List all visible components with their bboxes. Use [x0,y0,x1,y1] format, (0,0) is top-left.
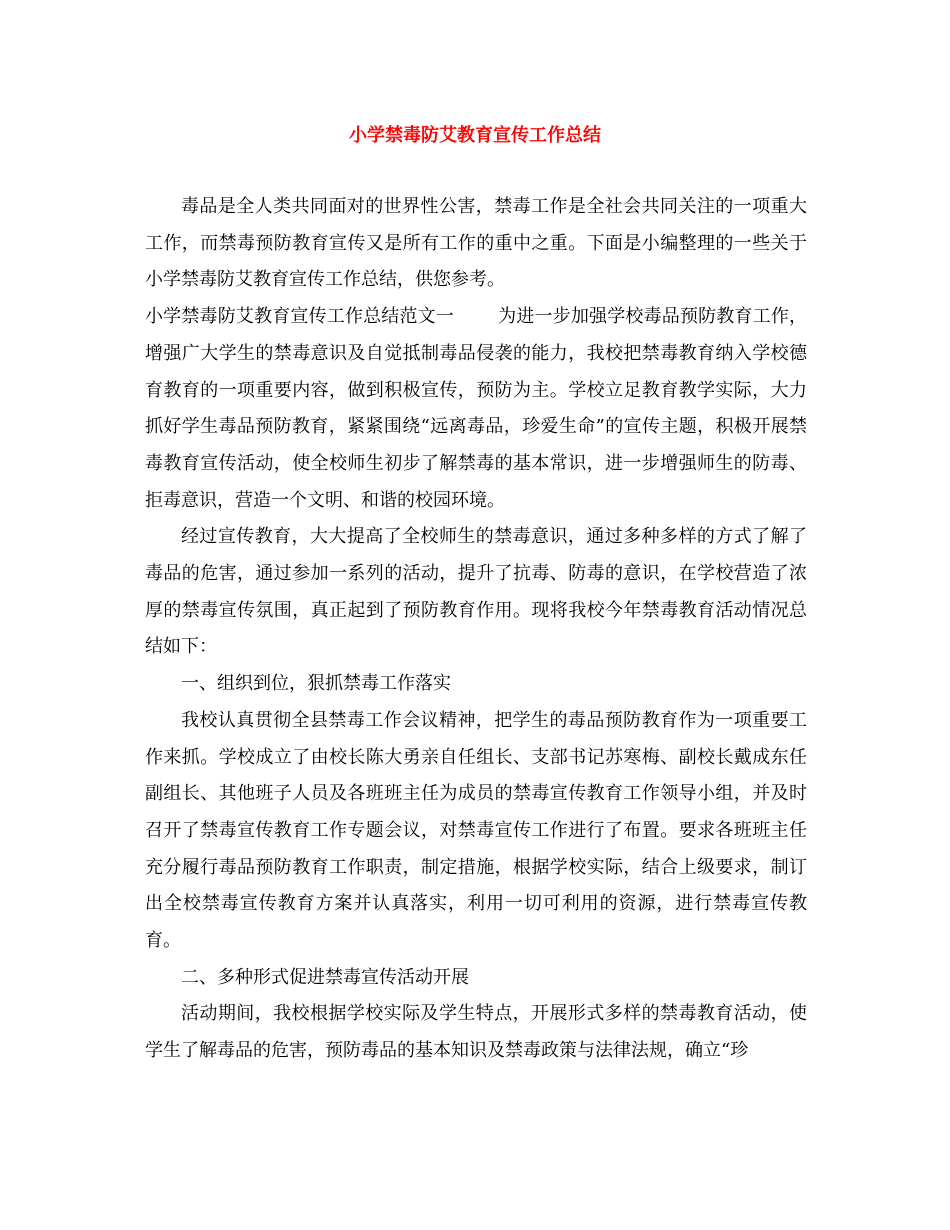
document-body [145,189,807,1070]
section-2-body: 活动期间，我校根据学校实际及学生特点，开展形式多样的禁毒教育活动，使学生了解毒品的危害，预防毒品的基本知识及禁毒政策与法律法规，确立“珍 [145,1003,807,1062]
section-1-heading: 一、组织到位，狠抓禁毒工作落实 [181,673,451,695]
summary-paragraph: 经过宣传教育，大大提高了全校师生的禁毒意识，通过多种多样的方式了解了毒品的危害，通过参加一系列的活动，提升了抗毒、防毒的意识，在学校营造了浓厚的禁毒宣传氛围，真正起到了预防教育作用。现将我校今年禁毒教育活动情况总结如下： [145,526,807,658]
sample-heading: 小学禁毒防艾教育宣传工作总结范文一 [145,306,454,328]
section-2-heading: 二、多种形式促进禁毒宣传活动开展 [181,966,469,988]
sample-first-paragraph: 为进一步加强学校毒品预防教育工作，增强广大学生的禁毒意识及自觉抵制毒品侵袭的能力，我校把禁毒教育纳入学校德育教育的一项重要内容，做到积极宣传，预防为主。学校立足教育教学实际，大力抓好学生毒品预防教育，紧紧围绕“远离毒品，珍爱生命”的宣传主题，积极开展禁毒教育宣传活动，使全校师生初步了解禁毒的基本常识，进一步增强师生的防毒、拒毒意识，营造一个文明、和谐的校园环境。 [145,306,807,511]
intro-paragraph: 毒品是全人类共同面对的世界性公害，禁毒工作是全社会共同关注的一项重大工作，而禁毒预防教育宣传又是所有工作的重中之重。下面是小编整理的一些关于小学禁毒防艾教育宣传工作总结，供您参考。 [145,196,807,291]
section-1-body: 我校认真贯彻全县禁毒工作会议精神，把学生的毒品预防教育作为一项重要工作来抓。学校成立了由校长陈大勇亲自任组长、支部书记苏寒梅、副校长戴成东任副组长、其他班子人员及各班班主任为成员的禁毒宣传教育工作领导小组，并及时召开了禁毒宣传教育工作专题会议，对禁毒宣传工作进行了布置。要求各班班主任充分履行毒品预防教育工作职责，制定措施，根据学校实际，结合上级要求，制订出全校禁毒宣传教育方案并认真落实，利用一切可利用的资源，进行禁毒宣传教育。 [145,709,807,952]
sample-paragraph [145,299,807,519]
document-title: 小学禁毒防艾教育宣传工作总结 [349,125,601,146]
